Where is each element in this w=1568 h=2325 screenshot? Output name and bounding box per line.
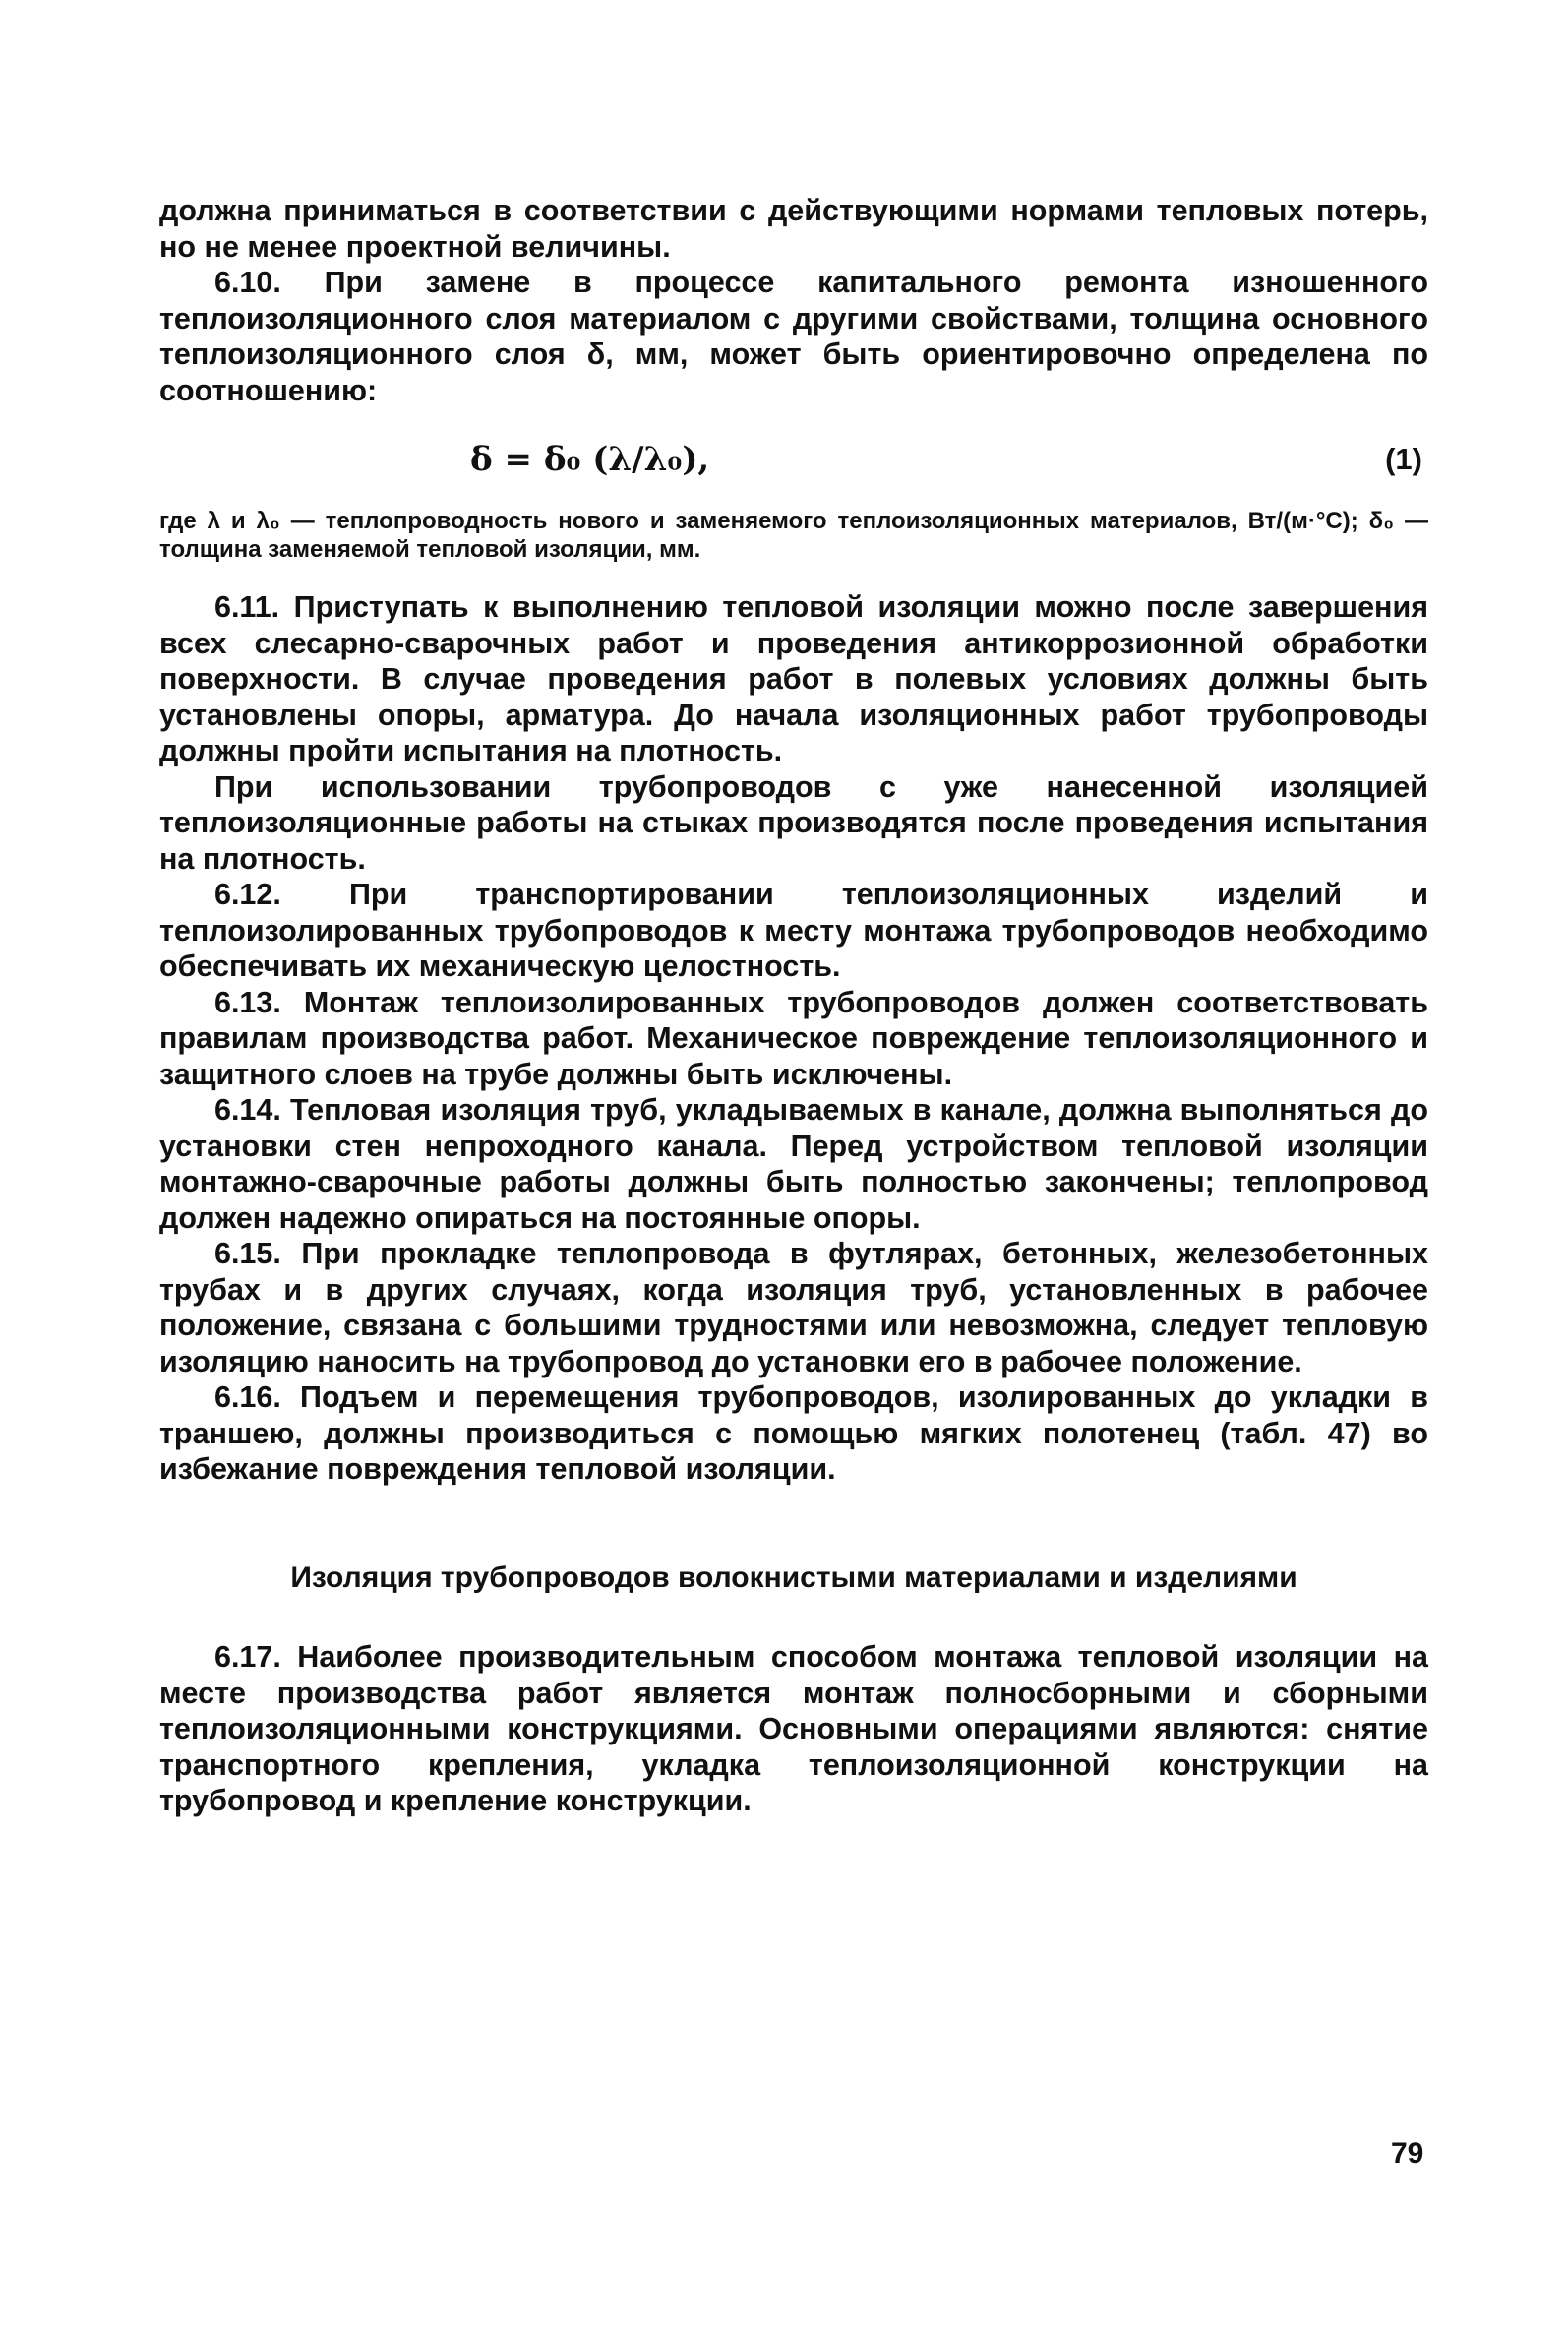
paragraph-6-13: [159, 985, 1428, 1093]
clause-number: 6.12.: [214, 878, 281, 911]
paragraph-continuation: должна приниматься в соответствии с действующими нормами тепловых потерь, но не менее проектной величины.: [159, 194, 1428, 264]
page-number: 79: [1391, 2137, 1424, 2170]
clause-number: 6.10.: [214, 266, 281, 299]
clause-number: 6.11.: [214, 590, 280, 624]
paragraph-6-14: [159, 1092, 1428, 1236]
paragraph-6-16: [159, 1379, 1428, 1488]
paragraph-6-10: [159, 265, 1428, 408]
clause-text: Тепловая изоляция труб, укладываемых в канале, должна выполняться до установки стен непроходного канала. Перед устройством тепловой изоляции монтажно-сварочные работы должны быть полностью закончены; теплопровод должен надежно опираться на постоянные опоры.: [159, 1093, 1428, 1235]
formula: δ = δ₀ (λ/λ₀),: [470, 440, 710, 479]
text-column: [159, 193, 1428, 1819]
clause-text: Наиболее производительным способом монтажа тепловой изоляции на месте производства работ является монтаж полносборными и сборными теплоизоляционными конструкциями. Основными операциями являются: снятие транспортного крепления, укладка теплоизоляционной конструкции на трубопровод и крепление конструкции.: [159, 1640, 1428, 1817]
formula-number: (1): [1385, 442, 1422, 476]
section-heading: Изоляция трубопроводов волокнистыми материалами и изделиями: [290, 1560, 1297, 1594]
clause-number: 6.17.: [214, 1640, 281, 1674]
paragraph-6-17: [159, 1639, 1428, 1819]
paragraph-6-11-continued: При использовании трубопроводов с уже нанесенной изоляцией теплоизоляционные работы на стыках производятся после проведения испытания на плотность.: [159, 769, 1428, 876]
clause-text: При прокладке теплопровода в футлярах, бетонных, железобетонных трубах и в других случаях, когда изоляция труб, установленных в рабочее положение, связана с большими трудностями или невозможна, следует тепловую изоляцию наносить на трубопровод до установки его в рабочее положение.: [159, 1237, 1428, 1378]
clause-number: 6.15.: [214, 1237, 281, 1270]
formula-legend: где λ и λ₀ — теплопроводность нового и заменяемого теплоизоляционных материалов, Вт/(м·°С); δ₀ — толщина заменяемой тепловой изоляции, мм.: [159, 508, 1428, 563]
paragraph-6-12: [159, 877, 1428, 985]
clause-text: Монтаж теплоизолированных трубопроводов должен соответствовать правилам производства работ. Механическое повреждение теплоизоляционного и защитного слоев на трубе должны быть исключены.: [159, 985, 1428, 1091]
clause-number: 6.14.: [214, 1093, 281, 1127]
clause-text: При транспортировании теплоизоляционных изделий и теплоизолированных трубопроводов к месту монтажа трубопроводов необходимо обеспечивать их механическую целостность.: [159, 878, 1428, 983]
clause-text: Подъем и перемещения трубопроводов, изолированных до укладки в траншею, должны производиться с помощью мягких полотенец (табл. 47) во избежание повреждения тепловой изоляции.: [159, 1380, 1428, 1486]
paragraph-6-11: [159, 589, 1428, 769]
clause-text: Приступать к выполнению тепловой изоляции можно после завершения всех слесарно-сварочных работ и проведения антикоррозионной обработки поверхности. В случае проведения работ в полевых условиях должны быть установлены опоры, арматура. До начала изоляционных работ трубопроводы должны пройти испытания на плотность.: [159, 590, 1429, 767]
formula-block: [159, 420, 1428, 499]
clause-text: При замене в процессе капитального ремонта изношенного теплоизоляционного слоя материалом с другими свойствами, толщина основного теплоизоляционного слоя δ, мм, может быть ориентировочно определена по соотношению:: [159, 266, 1428, 407]
clause-number: 6.13.: [214, 985, 281, 1019]
clause-number: 6.16.: [214, 1380, 281, 1414]
paragraph-6-15: [159, 1236, 1428, 1379]
